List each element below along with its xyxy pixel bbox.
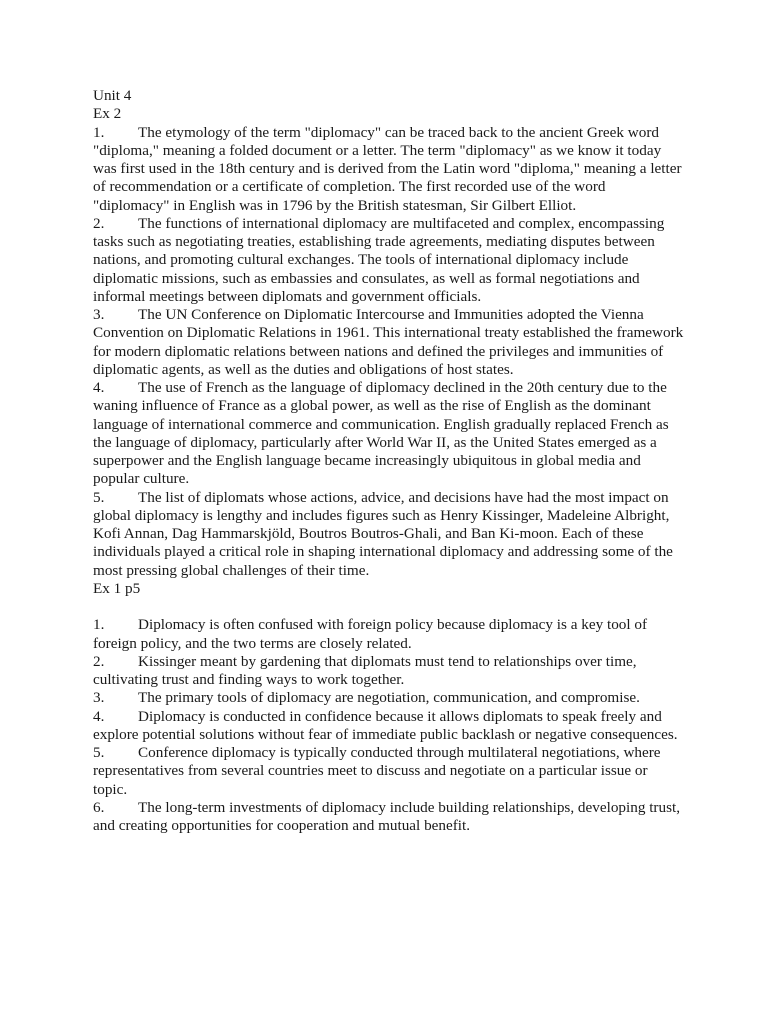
list-item	[93, 616, 685, 653]
list-item	[93, 799, 685, 836]
item-number: 4.	[93, 379, 105, 396]
item-number: 3.	[93, 306, 105, 323]
list-item	[93, 489, 685, 580]
item-text: The list of diplomats whose actions, advice, and decisions have had the most impact on global diplomacy is lengthy and includes figures such as Henry Kissinger, Madeleine Albright, Kofi Annan, Dag Hammarskjöld, Boutros Boutros-Ghali, and Ban Ki-moon. Each of these individuals played a critical role in shaping international diplomacy and addressing some of the most pressing global challenges of their time.	[93, 488, 673, 579]
unit-heading: Unit 4	[93, 87, 132, 104]
list-item	[93, 124, 685, 215]
item-number: 5.	[93, 488, 105, 506]
item-text: Diplomacy is often confused with foreign policy because diplomacy is a key tool of foreign policy, and the two terms are closely related.	[93, 616, 648, 652]
item-text: The etymology of the term "diplomacy" can be traced back to the ancient Greek word "diploma," meaning a folded document or a letter. The term "diplomacy" as we know it today was first used in the 18th century and is derived from the Latin word "diploma," meaning a letter of recommendation or a certificate of completion. The first recorded use of the word "diplomacy" in English was in 1796 by the British statesman, Sir Gilbert Elliot.	[93, 123, 682, 214]
list-item	[93, 653, 685, 690]
blank-line	[93, 598, 685, 616]
item-number: 1.	[93, 123, 105, 141]
item-number: 3.	[93, 689, 105, 707]
list-item	[93, 708, 685, 745]
item-text: The long-term investments of diplomacy include building relationships, developing trust, and creating opportunities for cooperation and mutual benefit.	[93, 798, 681, 834]
list-item	[93, 689, 685, 707]
item-number: 2.	[93, 652, 105, 670]
exercise-1-list	[93, 616, 685, 835]
item-text: The use of French as the language of diplomacy declined in the 20th century due to the waning influence of France as a global power, as well as the rise of English as the dominant language of international commerce and communication. English gradually replaced French as the language of diplomacy, particularly after World War II, as the United States emerged as a superpower and the English language became increasingly ubiquitous in global media and popular culture.	[93, 379, 669, 488]
item-number: 6.	[93, 798, 105, 816]
item-number: 5.	[93, 744, 105, 761]
exercise-1-heading: Ex 1 p5	[93, 579, 141, 597]
list-item	[93, 215, 685, 306]
item-text: The UN Conference on Diplomatic Intercourse and Immunities adopted the Vienna Convention on Diplomatic Relations in 1961. This international treaty established the framework for modern diplomatic relations between nations and defined the privileges and immunities of diplomatic agents, as well as the duties and obligations of host states.	[93, 306, 684, 378]
item-number: 2.	[93, 214, 105, 232]
list-item	[93, 379, 685, 489]
item-text: Conference diplomacy is typically conducted through multilateral negotiations, where representatives from several countries meet to discuss and negotiate on a particular issue or topic.	[93, 744, 661, 798]
item-text: The functions of international diplomacy are multifaceted and complex, encompassing tasks such as negotiating treaties, establishing trade agreements, mediating disputes between nations, and promoting cultural exchanges. The tools of international diplomacy include diplomatic missions, such as embassies and consulates, as well as formal negotiations and informal meetings between diplomats and government officials.	[93, 214, 665, 305]
document-page	[93, 87, 685, 835]
item-text: Diplomacy is conducted in confidence because it allows diplomats to speak freely and explore potential solutions without fear of immediate public backlash or negative consequences.	[93, 707, 678, 743]
list-item	[93, 744, 685, 799]
exercise-2-list	[93, 124, 685, 580]
item-number: 4.	[93, 707, 105, 725]
item-text: The primary tools of diplomacy are negotiation, communication, and compromise.	[138, 689, 640, 707]
exercise-2-heading: Ex 2	[93, 105, 122, 123]
item-number: 1.	[93, 616, 105, 634]
list-item	[93, 306, 685, 379]
item-text: Kissinger meant by gardening that diplomats must tend to relationships over time, cultivating trust and finding ways to work together.	[93, 652, 637, 688]
